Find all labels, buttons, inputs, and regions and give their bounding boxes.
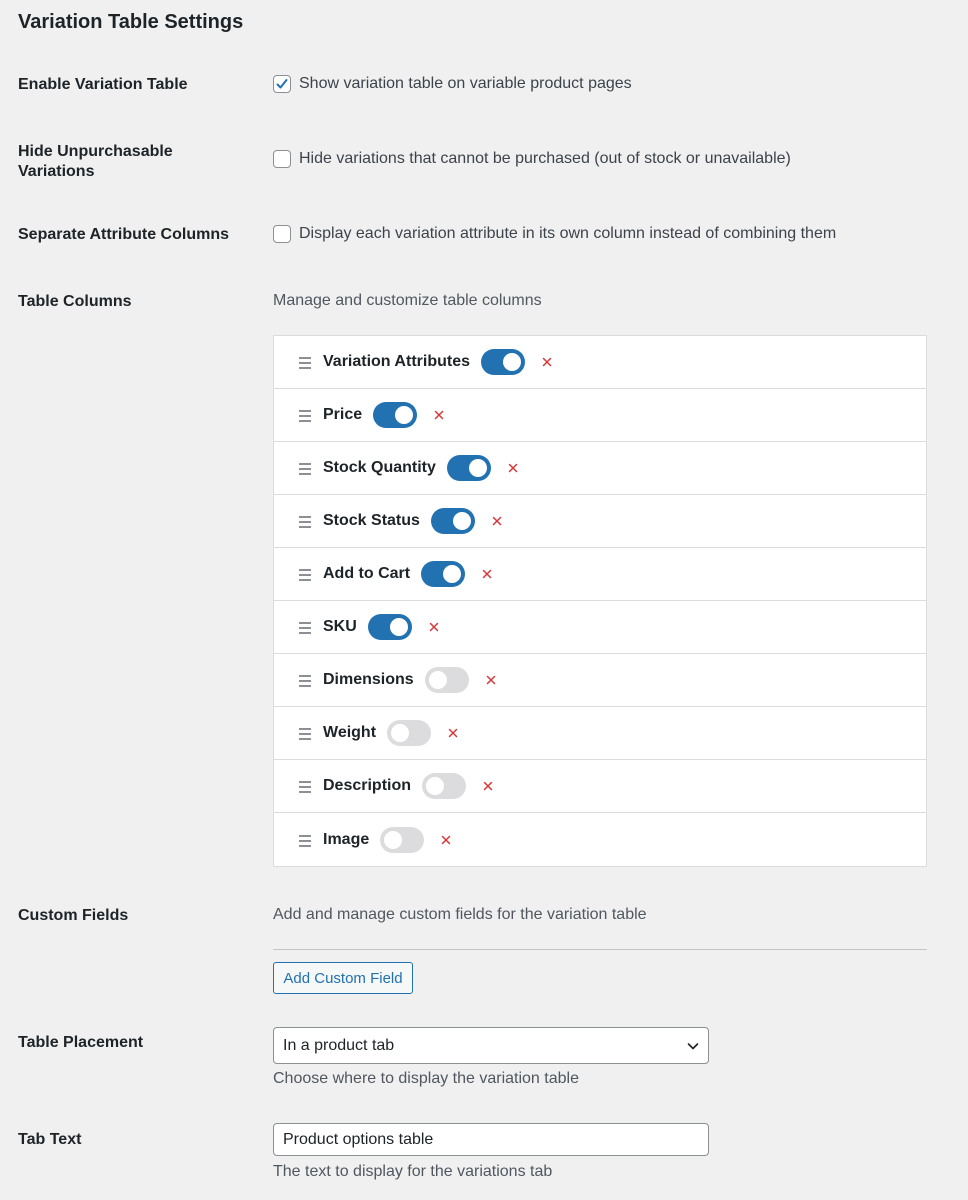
- chevron-down-icon: [686, 1039, 700, 1053]
- column-toggle[interactable]: [387, 720, 431, 746]
- close-icon[interactable]: [448, 728, 458, 738]
- table-placement-description: Choose where to display the variation table: [273, 1070, 579, 1087]
- column-item-label: Description: [323, 777, 412, 794]
- custom-fields-divider: [273, 949, 927, 950]
- separate-attributes-checkbox-label: Display each variation attribute in its own column instead of combining them: [299, 225, 837, 242]
- drag-handle-icon[interactable]: [299, 835, 311, 847]
- column-toggle[interactable]: [380, 827, 424, 853]
- hide-unpurchasable-label: [18, 142, 238, 182]
- column-toggle[interactable]: [447, 455, 491, 481]
- column-toggle[interactable]: [422, 773, 466, 799]
- hide-unpurchasable-label-line1: Hide Unpurchasable: [18, 143, 173, 160]
- column-item[interactable]: [274, 336, 926, 389]
- toggle-knob: [453, 512, 471, 530]
- column-toggle[interactable]: [373, 402, 417, 428]
- toggle-knob: [426, 777, 444, 795]
- toggle-knob: [429, 671, 447, 689]
- toggle-knob: [503, 353, 521, 371]
- drag-handle-icon[interactable]: [299, 516, 311, 528]
- separate-attributes-option[interactable]: [273, 225, 836, 243]
- drag-handle-icon[interactable]: [299, 357, 311, 369]
- drag-handle-icon[interactable]: [299, 675, 311, 687]
- column-item-label: Add to Cart: [323, 565, 411, 582]
- tab-text-description: The text to display for the variations tab: [273, 1163, 553, 1180]
- toggle-knob: [443, 565, 461, 583]
- close-icon[interactable]: [492, 516, 502, 526]
- toggle-knob: [469, 459, 487, 477]
- table-placement-selected-value: In a product tab: [283, 1036, 395, 1054]
- close-icon[interactable]: [508, 463, 518, 473]
- column-item-label: Variation Attributes: [323, 353, 470, 370]
- add-custom-field-button[interactable]: Add Custom Field: [273, 962, 413, 994]
- close-icon[interactable]: [483, 781, 493, 791]
- tab-text-input[interactable]: [273, 1123, 709, 1156]
- enable-table-checkbox-label: Show variation table on variable product pages: [299, 75, 632, 92]
- hide-unpurchasable-option[interactable]: [273, 150, 791, 168]
- close-icon[interactable]: [441, 835, 451, 845]
- separate-attributes-checkbox[interactable]: [273, 225, 291, 243]
- column-item-label: SKU: [323, 618, 357, 635]
- close-icon[interactable]: [486, 675, 496, 685]
- column-item-label: Price: [323, 406, 363, 423]
- column-toggle[interactable]: [425, 667, 469, 693]
- drag-handle-icon[interactable]: [299, 728, 311, 740]
- column-toggle[interactable]: [368, 614, 412, 640]
- toggle-knob: [384, 831, 402, 849]
- enable-table-label: Enable Variation Table: [18, 76, 188, 93]
- drag-handle-icon[interactable]: [299, 463, 311, 475]
- drag-handle-icon[interactable]: [299, 569, 311, 581]
- enable-table-option[interactable]: [273, 75, 632, 93]
- checkmark-icon: [275, 77, 289, 91]
- column-item-label: Image: [323, 830, 370, 848]
- column-toggle[interactable]: [431, 508, 475, 534]
- close-icon[interactable]: [434, 410, 444, 420]
- enable-table-checkbox[interactable]: [273, 75, 291, 93]
- toggle-knob: [391, 724, 409, 742]
- column-item[interactable]: [274, 389, 926, 442]
- page-title: Variation Table Settings: [18, 11, 244, 33]
- column-toggle[interactable]: [421, 561, 465, 587]
- column-toggle[interactable]: [481, 349, 525, 375]
- column-item[interactable]: [274, 813, 926, 866]
- hide-unpurchasable-checkbox-label: Hide variations that cannot be purchased (out of stock or unavailable): [299, 150, 791, 167]
- column-item-label: Stock Status: [323, 512, 420, 529]
- drag-handle-icon[interactable]: [299, 622, 311, 634]
- close-icon[interactable]: [482, 569, 492, 579]
- column-item[interactable]: [274, 707, 926, 760]
- hide-unpurchasable-label-line2: Variations: [18, 163, 95, 180]
- hide-unpurchasable-checkbox[interactable]: [273, 150, 291, 168]
- custom-fields-description: Add and manage custom fields for the variation table: [273, 906, 647, 923]
- column-item[interactable]: [274, 654, 926, 707]
- column-item[interactable]: [274, 760, 926, 813]
- custom-fields-label: Custom Fields: [18, 907, 129, 924]
- column-item[interactable]: [274, 601, 926, 654]
- table-columns-description: Manage and customize table columns: [273, 292, 542, 309]
- table-placement-label: Table Placement: [18, 1034, 144, 1051]
- toggle-knob: [395, 406, 413, 424]
- close-icon[interactable]: [542, 357, 552, 367]
- drag-handle-icon[interactable]: [299, 781, 311, 793]
- tab-text-label: Tab Text: [18, 1131, 82, 1148]
- column-item[interactable]: [274, 442, 926, 495]
- table-columns-list: [273, 335, 927, 867]
- separate-attributes-label: Separate Attribute Columns: [18, 226, 229, 243]
- column-item-label: Stock Quantity: [323, 459, 436, 476]
- toggle-knob: [390, 618, 408, 636]
- table-placement-select[interactable]: [273, 1027, 709, 1064]
- column-item-label: Weight: [323, 724, 377, 741]
- column-item[interactable]: [274, 495, 926, 548]
- table-columns-label: Table Columns: [18, 293, 132, 310]
- column-item[interactable]: [274, 548, 926, 601]
- drag-handle-icon[interactable]: [299, 410, 311, 422]
- column-item-label: Dimensions: [323, 671, 414, 688]
- close-icon[interactable]: [429, 622, 439, 632]
